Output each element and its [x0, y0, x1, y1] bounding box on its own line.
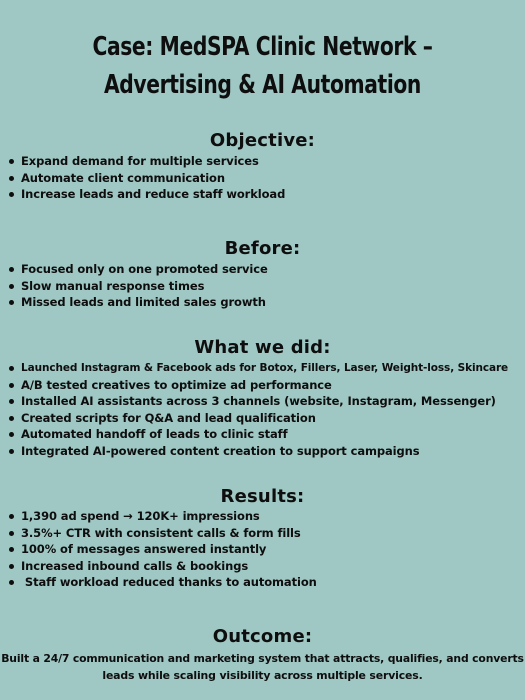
results-heading: Results:	[220, 486, 305, 507]
list-item: Staff workload reduced thanks to automation	[8, 574, 523, 591]
objective-heading: Objective:	[209, 130, 316, 151]
list-item: Slow manual response times	[8, 278, 523, 295]
list-item: Missed leads and limited sales growth	[8, 294, 523, 311]
list-item: Increased inbound calls & bookings	[8, 558, 523, 575]
outcome-line-1: Built a 24/7 communication and marketing system that attracts, qualifies, and converts	[1, 652, 524, 665]
before-list	[8, 261, 523, 311]
what-we-did-list	[8, 360, 523, 460]
list-item: Focused only on one promoted service	[8, 261, 523, 278]
what-we-did-heading: What we did:	[194, 337, 331, 358]
outcome-line-2: leads while scaling visibility across multiple services.	[102, 669, 423, 682]
page-title	[58, 28, 468, 104]
before-heading: Before:	[224, 238, 301, 259]
list-item: Installed AI assistants across 3 channels (website, Instagram, Messenger)	[8, 393, 523, 410]
list-item: Integrated AI-powered content creation to support campaigns	[8, 443, 523, 460]
list-item: Launched Instagram & Facebook ads for Botox, Fillers, Laser, Weight-loss, Skincare	[8, 360, 523, 377]
outcome-heading: Outcome:	[212, 626, 313, 647]
list-item: Expand demand for multiple services	[8, 153, 523, 170]
title-line-1: Case: MedSPA Clinic Network –	[92, 32, 433, 62]
list-item: 1,390 ad spend → 120K+ impressions	[8, 508, 523, 525]
title-line-2: Advertising & AI Automation	[104, 70, 421, 100]
outcome-text	[0, 650, 525, 684]
list-item: 3.5%+ CTR with consistent calls & form fills	[8, 525, 523, 542]
list-item: 100% of messages answered instantly	[8, 541, 523, 558]
list-item: Created scripts for Q&A and lead qualification	[8, 410, 523, 427]
objective-list	[8, 153, 523, 203]
results-list	[8, 508, 523, 591]
list-item: Increase leads and reduce staff workload	[8, 186, 523, 203]
list-item: Automated handoff of leads to clinic staff	[8, 426, 523, 443]
list-item: Automate client communication	[8, 170, 523, 187]
list-item: A/B tested creatives to optimize ad performance	[8, 377, 523, 394]
